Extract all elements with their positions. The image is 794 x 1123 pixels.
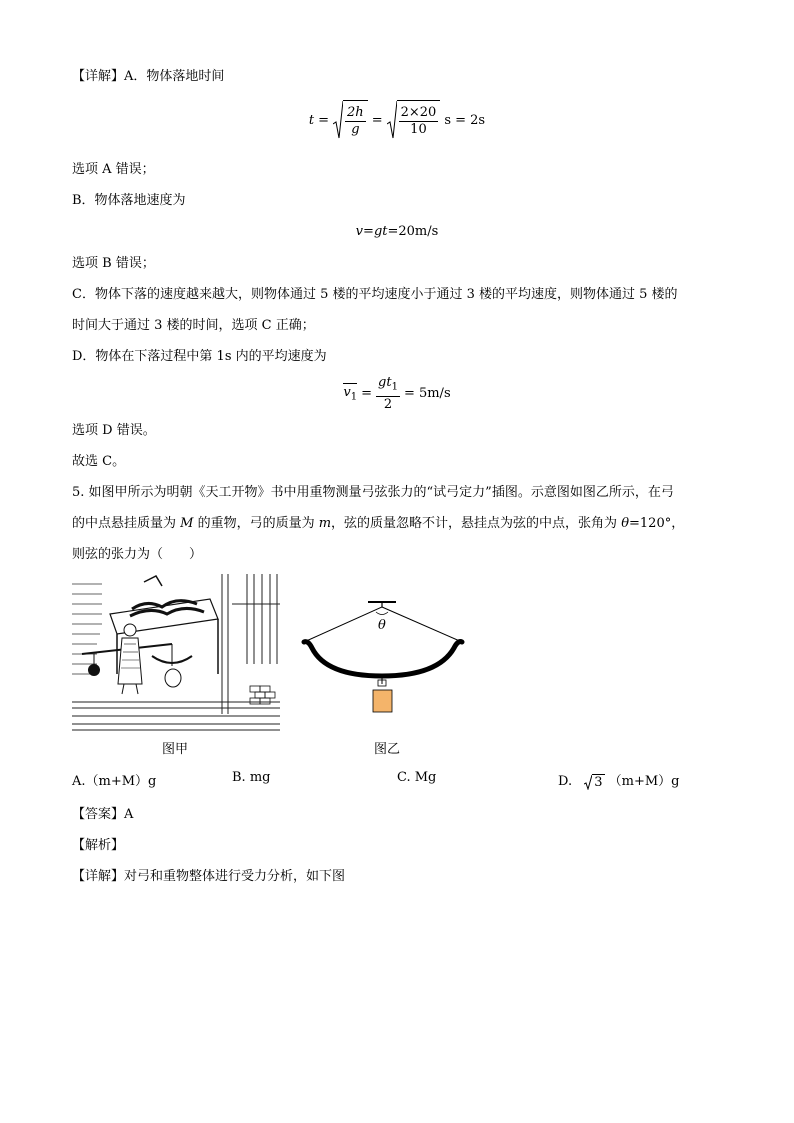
sqrt-3: 3 [584, 774, 604, 790]
answer-line: 【答案】A [72, 807, 134, 822]
theta-label: θ [378, 618, 386, 633]
detail-c-line2: 时间大于通过 3 楼的时间，选项 C 正确； [72, 318, 315, 333]
detail-d-heading: D．物体在下落过程中第 1s 内的平均速度为 [72, 349, 327, 364]
choose-c: 故选 C。 [72, 454, 126, 469]
formula-fall-time: t = $\frac{2h}{g}$ = $\frac{2\times 20}{10}$ s = 2s [0, 100, 794, 140]
question-5-line1: 5. 如图甲所示为明朝《天工开物》书中用重物测量弓弦张力的“试弓定力”插图。示意图如图乙所示，在弓 [72, 485, 674, 500]
detail-a-heading: 【详解】A．物体落地时间 [72, 69, 225, 84]
sqrt-2x20-over-10: $\frac{2\times 20}{10}$ [387, 100, 441, 140]
option-a: A.（m+M）g [72, 774, 157, 789]
figure-yi-caption: 图乙 [374, 742, 401, 757]
option-d: D. 3 （m+M）g [558, 774, 680, 790]
string-left [304, 607, 382, 642]
formula-eq1: = [318, 112, 330, 128]
detail-b-heading: B．物体落地速度为 [72, 193, 186, 208]
detail-c-line1: C．物体下落的速度越来越大，则物体通过 5 楼的平均速度小于通过 3 楼的平均速度，则物体通过 5 楼的 [72, 287, 678, 302]
weight-block [373, 690, 392, 712]
string-right [382, 607, 462, 642]
figure-jia-illustration [72, 574, 280, 732]
formula-t: t [308, 112, 315, 128]
option-a-wrong: 选项 A 错误； [72, 162, 155, 177]
sqrt-2h-over-g: $\frac{2h}{g}$ [333, 100, 368, 140]
figure-yi-diagram [296, 592, 470, 722]
option-d-wrong: 选项 D 错误。 [72, 423, 156, 438]
question-5-line2: 的中点悬挂质量为 M 的重物，弓的质量为 m，弦的质量忽略不计，悬挂点为弦的中点，张角为 θ=120°， [72, 516, 685, 531]
detail-force-analysis: 【详解】对弓和重物整体进行受力分析，如下图 [72, 869, 346, 884]
formula-velocity: v=gt=20m/s [355, 224, 439, 239]
analysis-heading: 【解析】 [72, 838, 125, 853]
figure-jia-caption: 图甲 [162, 742, 189, 757]
formula-average-velocity: $v_1$ = $\frac{gt_1}{2}$ = 5m/s [343, 375, 451, 412]
option-b-wrong: 选项 B 错误； [72, 256, 155, 271]
bow-shape [304, 642, 462, 676]
option-b: B. mg [232, 770, 271, 785]
question-5-line3: 则弦的张力为（ ） [72, 547, 203, 562]
option-c: C. Mg [397, 770, 437, 785]
